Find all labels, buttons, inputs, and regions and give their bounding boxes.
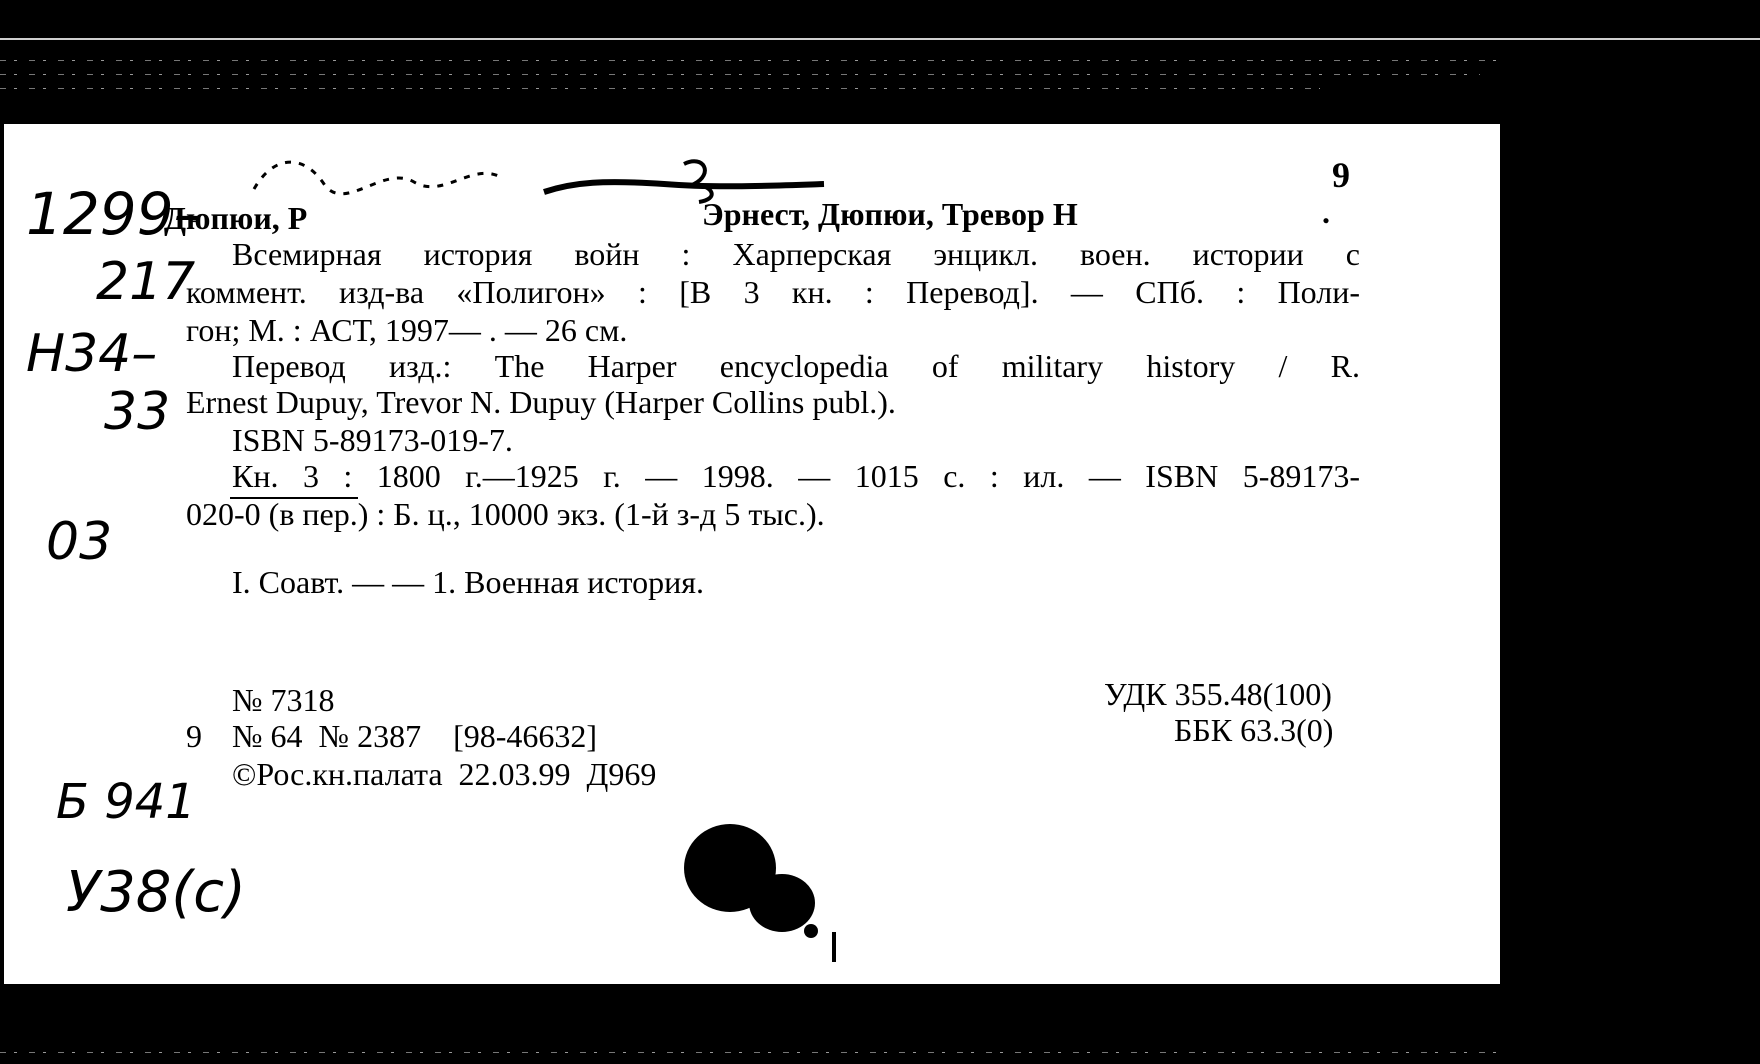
handwritten-annotation: У38(с): [66, 860, 246, 925]
volume-line: Кн. 3 : 1800 г.—1925 г. — 1998. — 1015 с. : ил. — ISBN 5-89173-: [232, 458, 1360, 494]
udk-code: УДК 355.48(100): [1104, 676, 1332, 712]
scan-noise-strip: [0, 60, 1500, 61]
scan-border-line-top: [0, 38, 1760, 40]
title-line: гон; М. : АСТ, 1997— . — 26 см.: [186, 312, 628, 348]
note-line: Перевод изд.: The Harper encyclopedia of military history / R.: [232, 348, 1360, 384]
bbk-code: ББК 63.3(0): [1174, 712, 1334, 748]
heading-author-left: Дюпюи, Р: [164, 200, 308, 236]
handwritten-scribble: [244, 144, 844, 204]
handwritten-annotation: 1299–: [26, 180, 203, 248]
handwritten-annotation: 217: [96, 252, 196, 312]
handwritten-annotation: Б 941: [56, 774, 196, 830]
subject-headings: I. Соавт. — — 1. Военная история.: [232, 564, 704, 600]
copyright-line: ©Рос.кн.палата 22.03.99 Д969: [232, 756, 657, 792]
title-line: коммент. изд-ва «Полигон» : [В 3 кн. : Перевод]. — СПб. : Поли-: [186, 274, 1360, 310]
catalog-card: [4, 124, 1500, 984]
note-line: Ernest Dupuy, Trevor N. Dupuy (Harper Collins publ.).: [186, 384, 896, 420]
title-line: Всемирная история войн : Харперская энцикл. воен. истории с: [232, 236, 1360, 272]
handwritten-annotation: 03: [46, 512, 113, 572]
page-number: 9: [1332, 155, 1350, 195]
footer-numbers: № 64 № 2387 [98-46632]: [232, 718, 598, 754]
footer-prefix: 9: [186, 718, 202, 754]
isbn: ISBN 5-89173-019-7.: [232, 422, 513, 458]
scan-noise-strip: [0, 74, 1480, 75]
card-number: № 7318: [232, 682, 335, 718]
handwritten-annotation: 33: [104, 382, 171, 442]
ink-blot: [749, 874, 815, 932]
scan-noise-strip: [0, 1052, 1500, 1053]
ink-blot: [804, 924, 818, 938]
heading-dot: .: [1322, 194, 1330, 230]
ink-blot: [832, 932, 836, 962]
heading-author-right: Эрнест, Дюпюи, Тревор Н: [702, 196, 1078, 232]
handwritten-annotation: H34–: [26, 324, 158, 384]
scan-noise-strip: [0, 88, 1320, 89]
volume-line: 020-0 (в пер.) : Б. ц., 10000 экз. (1-й з-д 5 тыс.).: [186, 496, 825, 532]
